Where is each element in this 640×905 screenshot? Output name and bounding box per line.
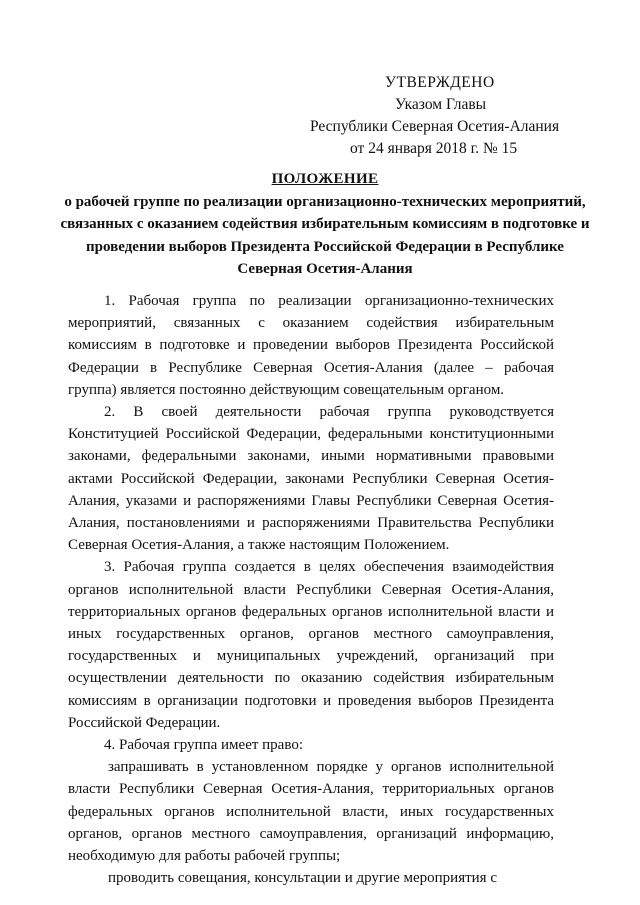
- paragraph-4-item-2: проводить совещания, консультации и другие мероприятия с: [108, 870, 497, 887]
- approval-decree-line: Указом Главы: [395, 96, 487, 113]
- paragraph-4: 4. Рабочая группа имеет право:: [104, 737, 303, 754]
- approval-date-line: от 24 января 2018 г. № 15: [350, 140, 518, 157]
- approval-stamp: [305, 72, 605, 160]
- document-body: [68, 290, 554, 889]
- approval-title: УТВЕРЖДЕНО: [385, 74, 495, 91]
- document-heading: [60, 168, 590, 281]
- paragraph-2: 2. В своей деятельности рабочая группа руководствуется Конституцией Российской Федерации, федеральными конституционными законами, федеральными законами, иными нормативными правовыми актами Российской Федерации, законами Республики Северная Осетия-Алания, указами и распоряжениями Главы Республики Северная Осетия-Алания, постановлениями и распоряжениями Правительства Республики Северная Осетия-Алания, а также настоящим Положением.: [68, 404, 554, 554]
- approval-republic-line: Республики Северная Осетия-Алания: [310, 118, 560, 135]
- document-subtitle: о рабочей группе по реализации организационно-технических мероприятий, связанных с оказанием содействия избирательным комиссиям в подготовке и проведении выборов Президента Российской Федерации в Республике Северная Осетия-Алания: [60, 193, 590, 277]
- paragraph-4-item-1: запрашивать в установленном порядке у органов исполнительной власти Республики Северная Осетия-Алания, территориальных органов федеральных органов исполнительной власти, иных государственных органов, органов местного самоуправления, организаций информацию, необходимую для работы рабочей группы;: [68, 759, 554, 865]
- paragraph-1: 1. Рабочая группа по реализации организационно-технических мероприятий, связанных с оказанием содействия избирательным комиссиям в подготовке и проведении выборов Президента Российской Федерации в Республике Северная Осетия-Алания (далее – рабочая группа) является постоянно действующим совещательным органом.: [68, 293, 554, 398]
- document-title: ПОЛОЖЕНИЕ: [271, 171, 379, 187]
- paragraph-3: 3. Рабочая группа создается в целях обеспечения взаимодействия органов исполнительной власти Республики Северная Осетия-Алания, территориальных органов федеральных органов исполнительной власти и иных государственных органов, органов местного самоуправления, государственных и муниципальных учреждений, организаций при осуществлении деятельности по оказанию содействия избирательным комиссиям в организации подготовки и проведения выборов Президента Российской Федерации.: [68, 559, 554, 731]
